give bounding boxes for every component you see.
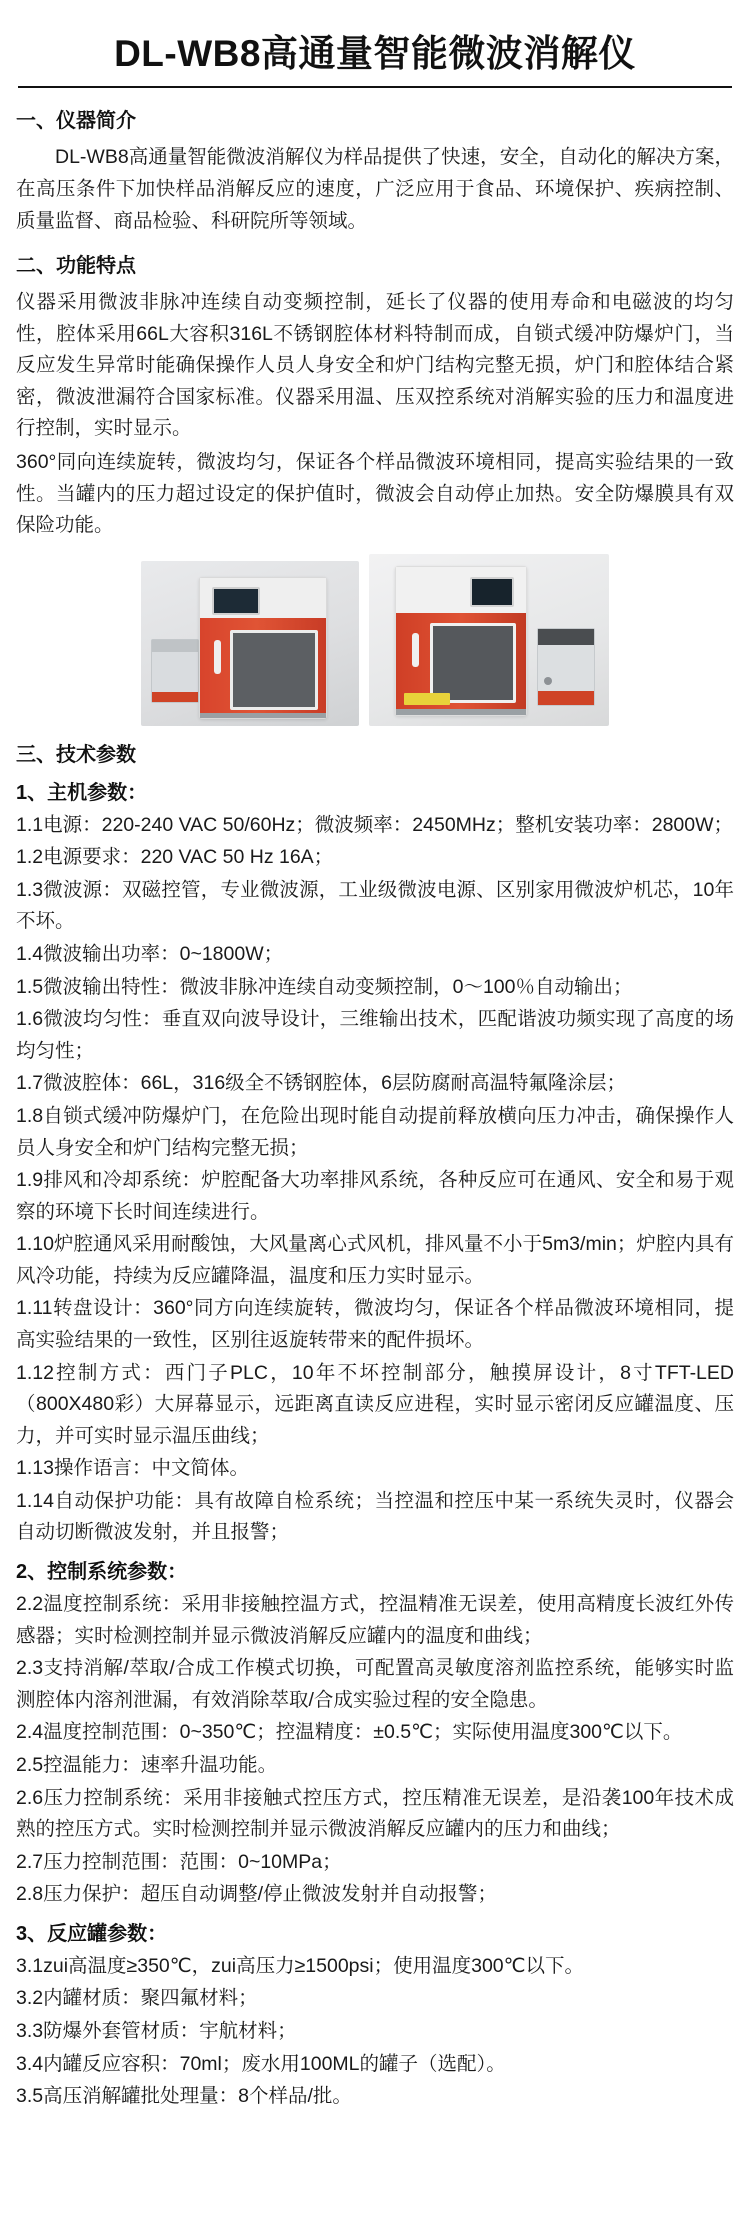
section-heading-tech: 三、技术参数 [16,743,136,766]
spec-item: 2.8压力保护：超压自动调整/停止微波发射并自动报警； [16,1883,498,1906]
accessory-base [538,691,594,705]
accessory-left [151,639,199,703]
spec-item: 1.9排风和冷却系统：炉腔配备大功率排风系统，各种反应可在通风、安全和易于观察的环境下长时间连续进行。 [16,1169,734,1223]
subheading-main-unit: 1、主机参数： [16,781,148,804]
device-touchscreen [470,577,514,607]
page-title: DL-WB8高通量智能微波消解仪 [114,33,636,74]
product-photo-row [16,554,734,726]
section-heading-intro: 一、仪器简介 [16,110,136,133]
features-paragraph-2: 360°同向连续旋转，微波均匀，保证各个样品微波环境相同，提高实验结果的一致性。当罐内的压力超过设定的保护值时，微波会自动停止加热。安全防爆膜具有双保险功能。 [16,451,734,537]
spec-item: 3.2内罐材质：聚四氟材料； [16,1987,258,2010]
spec-item: 3.1zui高温度≥350℃，zui高压力≥1500psi；使用温度300℃以下。 [16,1954,585,1977]
spec-item: 3.3防爆外套管材质：宇航材料； [16,2019,297,2042]
device-door-handle [214,640,221,674]
accessory-right [537,628,595,706]
subheading-control-system: 2、控制系统参数： [16,1561,188,1584]
device-door-window [230,630,318,710]
spec-item: 1.2电源要求：220 VAC 50 Hz 16A； [16,846,334,869]
device-base [200,713,326,718]
spec-item: 2.3支持消解/萃取/合成工作模式切换，可配置高灵敏度溶剂监控系统，能够实时监测腔体内溶剂泄漏，有效消除萃取/合成实验过程的安全隐患。 [16,1657,734,1711]
spec-item: 1.6微波均匀性：垂直双向波导设计，三维输出技术，匹配谐波功频实现了高度的场均匀性； [16,1008,734,1062]
spec-item: 1.13操作语言：中文简体。 [16,1457,249,1480]
spec-item: 2.2温度控制系统：采用非接触控温方式，控温精准无误差，使用高精度长波红外传感器；实时检测控制并显示微波消解反应罐内的温度和曲线； [16,1593,734,1647]
product-photo-right [369,554,609,726]
accessory-base [152,692,198,702]
spec-item: 1.8自锁式缓冲防爆炉门，在危险出现时能自动提前释放横向压力冲击，确保操作人员人身安全和炉门结构完整无损； [16,1104,734,1159]
spec-item: 1.3微波源：双磁控管，专业微波源，工业级微波电源、区别家用微波炉机芯，10年不坏。 [16,878,734,933]
spec-item: 3.5高压消解罐批处理量：8个样品/批。 [16,2085,352,2108]
spec-item: 2.4温度控制范围：0~350℃；控温精度：±0.5℃；实际使用温度300℃以下。 [16,1721,683,1744]
spec-item: 1.5微波输出特性：微波非脉冲连续自动变频控制，0～100％自动输出； [16,975,633,998]
spec-item: 1.1电源：220-240 VAC 50/60Hz；微波频率：2450MHz；整机安装功率：2800W； [16,813,734,836]
title-divider [18,86,732,88]
device-warning-label [404,693,450,705]
spec-item: 2.7压力控制范围：范围：0~10MPa； [16,1850,342,1873]
device-unit-right [395,566,527,716]
spec-item: 1.11转盘设计：360°同方向连续旋转，微波均匀，保证各个样品微波环境相同，提高实验结果的一致性，区别往返旋转带来的配件损坏。 [16,1297,734,1351]
spec-item: 3.4内罐反应容积：70ml；废水用100ML的罐子（选配）。 [16,2052,506,2075]
subheading-reaction-vessel: 3、反应罐参数： [16,1922,168,1945]
accessory-lid [538,629,594,645]
device-unit-left [199,577,327,719]
intro-paragraph: DL-WB8高通量智能微波消解仪为样品提供了快速，安全，自动化的解决方案，在高压条件下加快样品消解反应的速度，广泛应用于食品、环境保护、疾病控制、质量监督、商品检验、科研院所等领域。 [16,146,734,232]
accessory-knob [544,677,552,685]
spec-item: 1.10炉腔通风采用耐酸蚀，大风量离心式风机，排风量不小于5m3/min；炉腔内具有风冷功能，持续为反应罐降温，温度和压力实时显示。 [16,1233,734,1287]
spec-item: 2.5控温能力：速率升温功能。 [16,1753,278,1776]
section-heading-features: 二、功能特点 [16,255,136,278]
spec-item: 1.14自动保护功能：具有故障自检系统；当控温和控压中某一系统失灵时，仪器会自动切断微波发射，并且报警； [16,1489,734,1544]
spec-item: 2.6压力控制系统：采用非接触式控压方式，控压精准无误差，是沿袭100年技术成熟的控压方式。实时检测控制并显示微波消解反应罐内的压力和曲线； [16,1786,734,1841]
spec-item: 1.12控制方式：西门子PLC，10年不坏控制部分，触摸屏设计，8寸TFT-LED（800X480彩）大屏幕显示，远距离直读反应进程，实时显示密闭反应罐温度、压力，并可实时显示温压曲线； [16,1361,734,1447]
spec-item: 1.7微波腔体：66L，316级全不锈钢腔体，6层防腐耐高温特氟隆涂层； [16,1072,627,1095]
features-paragraph-1: 仪器采用微波非脉冲连续自动变频控制，延长了仪器的使用寿命和电磁波的均匀性，腔体采用66L大容积316L不锈钢腔体材料特制而成，自锁式缓冲防爆炉门，当反应发生异常时能确保操作人员人身安全和炉门结构完整无损，炉门和腔体结合紧密，微波泄漏符合国家标准。仪器采用温、压双控系统对消解实验的压力和温度进行控制，实时显示。 [16,291,734,440]
product-photo-left [141,561,359,726]
device-touchscreen [212,587,260,615]
accessory-lid [152,640,198,652]
device-door-window [430,623,516,703]
spec-item: 1.4微波输出功率：0~1800W； [16,943,284,966]
device-base [396,709,526,715]
device-door-handle [412,633,419,667]
